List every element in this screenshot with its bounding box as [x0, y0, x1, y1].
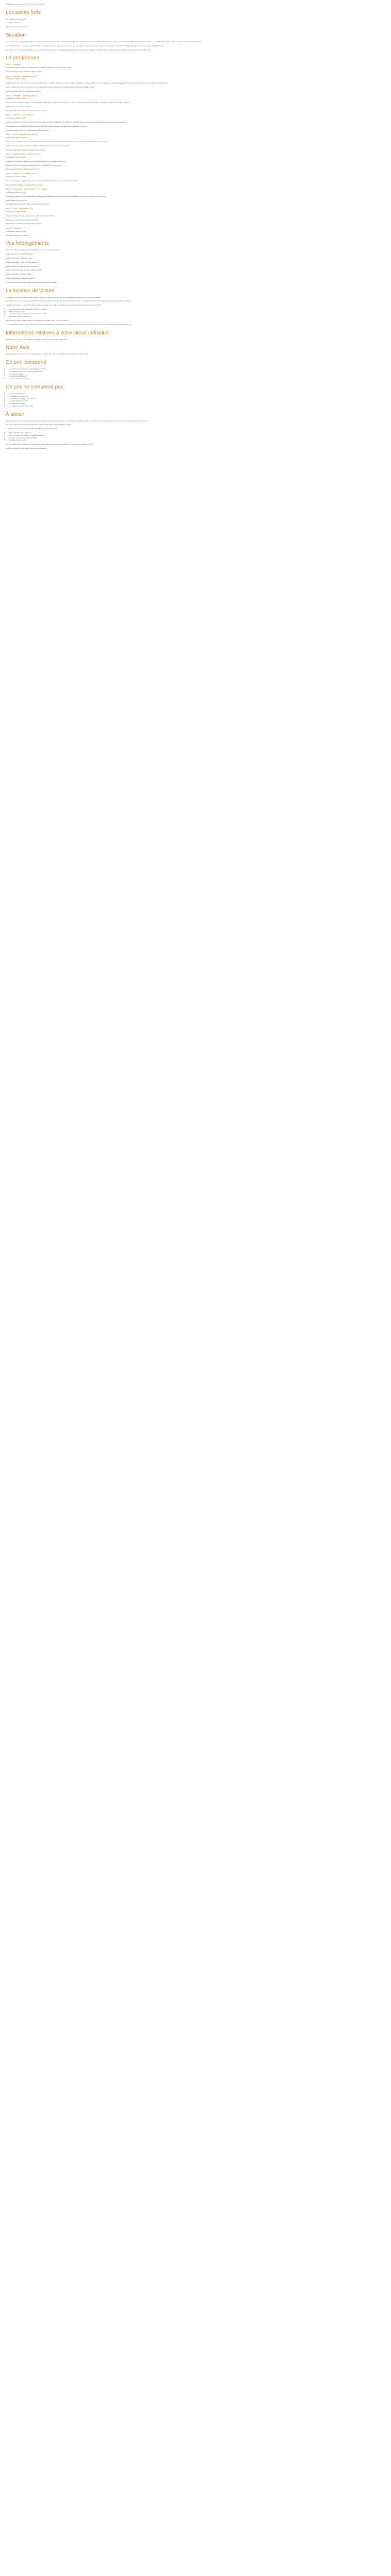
programme-day-text: Nuit au Scandic Karasjok ou similaire dans la région.	[6, 183, 43, 186]
includes-list	[6, 368, 385, 380]
car-paragraph: Conditions de location : permis de conduire depuis au moins 1 an, carte de crédit au nom du conducteur principal, âge minimum 21 ans.	[6, 304, 102, 307]
list-item: • Les taxes et frais de dossier	[9, 378, 385, 380]
list-item: • Carte européenne d'assurance maladie conseillée	[9, 434, 385, 437]
programme-day-title: JOUR 10 – TROMSØ	[6, 227, 21, 230]
programme-day-text: Nuit au Best Western Nordic Hotel ou similaire dans la région.	[6, 129, 50, 131]
situation-paragraph: Lieu vers lequel on est pendant voyages au Nord du soleil de minuit, presque complètement à la pointe nord de la Norvège, où la nature sauvage et les paysages spectaculaires offrent une expérience unique. Les températures sont agréables en été et les journées sont longues.	[6, 40, 202, 43]
programme-day-text: À partir d'ici, vous pourrez profiter du soleil de minuit au Cap Nord (du 14 mai au 31 juillet).	[6, 144, 70, 147]
programme-day-title: JOUR 8 – KARASJOK – KAUTOKEINO – ALTA (355 km)	[6, 188, 47, 191]
accommodation-section	[6, 241, 385, 283]
programme-day-text: Petit déjeuner buffet à l'hôtel.	[6, 156, 26, 159]
car-conditions: Les conditions de location et les assurances de chaque véhicule sont précisées dans le contrat de location remis par le loueur. Nous vous recommandons de les lire attentivement.	[6, 323, 133, 326]
accommodation-intro: Hôtels 3* ou 4* (ou similaire) selon disponibilité au moment de la réservation :	[6, 249, 61, 251]
highlight-line: Expérience du soleil de minuit	[6, 26, 27, 28]
list-item: • L'assistance 24h/24 et 7j/7	[9, 375, 385, 378]
programme-day-title: JOUR 5 – ALTA – HONNINGSVÅG (211 km)	[6, 133, 38, 136]
programme-day-text: Arrivée à Alta en fin de journée, réputée pour ses gravures rupestres classées au patrimoine mondial de l'UNESCO.	[6, 125, 88, 127]
useful-title: Informations relatives à votre circuit individuel	[6, 330, 110, 336]
programme-day-text: Nuit à l'hôtel Thon Polar ou similaire dans la région.	[6, 70, 42, 73]
list-item: • Monnaie : couronne norvégienne (NOK)	[9, 437, 385, 439]
list-item: • Les vols internationaux	[9, 393, 385, 395]
programme-day-text: Route vers Tromsø le long des fjords avec arrêt possible au Storslett.	[6, 214, 55, 217]
programme-day-text: Retour à Alta en fin de journée.	[6, 199, 28, 201]
car-bullets	[6, 308, 385, 318]
programme-day-text: Départ en direction de Finnsnes et de l'île de Senja, deuxième plus grande île de Norvège, réputée pour ses paysages variés.	[6, 86, 95, 89]
useful-line: Conditions en moyenne : ciel nuageux à dégagé, températures douces entre 10 et 20 °C.	[6, 338, 69, 341]
avoid-paragraph: En haute saison, il est recommandé de réserver les hôtels plusieurs mois à l'avance. Les distances sont longues entre les étapes et les routes peuvent être sinueuses, prévoyez suffisamment de temps.	[6, 419, 148, 422]
programme-day-text: Suggestion de visite : le village de pêcheurs de Kamøyvær et le musée du Cap Nord.	[6, 160, 66, 162]
programme-day-text: Suggestion de visite : Découverte de Tromsø, la capitale de l'Arctique, véritable cœur de toutes les expéditions nordiques. Entre mer et montagnes, avec l'île de Kvaløya à l'ouest de la ville, profitez de la vue depuis le téléphérique.	[6, 82, 168, 84]
programme-title: Le programme	[6, 55, 40, 61]
programme-day-text: Nuit au Finnsnes Hotel ou similaire dans la région.	[6, 90, 41, 92]
list-item: • Les visites et activités optionnelles	[9, 405, 385, 408]
situation-section	[6, 32, 385, 51]
accommodation-item: Région de Karasjok : Scandic Karasjok 3*	[6, 277, 36, 279]
highlight-line: Les plages sans foule	[6, 22, 21, 24]
excludes-section	[6, 384, 385, 408]
programme-day-text: Nuit à l'hôtel Thon Polar ou similaire dans la région.	[6, 223, 42, 225]
situation-paragraph: Vous vivrez des moments inoubliables au cœur de la nature arctique, entre les plages de sable blanc et les sommets enneigés, et profiterez de la lumière du soleil de minuit qui éclaire le paysage 24h sur 24.	[6, 48, 152, 51]
programme-day-text: Petit déjeuner buffet à l'hôtel.	[6, 175, 26, 178]
avoid-paragraph: Les rennes sont fréquemment présents sur les routes du Finnmark, soyez vigilants au volant.	[6, 423, 72, 426]
car-paragraph: Cet itinéraire prévoit un minimum de 2 300 km pour votre location de voiture. En cas de réservation tardive, le supplément sur le kilométrage illimité sera facturé à titre sur place.	[6, 300, 131, 302]
includes-title: Ce prix comprend	[6, 360, 46, 366]
highlights-section	[6, 10, 385, 28]
programme-day-text: En fin de journée, retour à Kvaløya.	[6, 105, 31, 108]
programme-day-text: Arrivée à l'aéroport de Tromsø, récupération du véhicule de location et route vers votre hôtel.	[6, 66, 72, 69]
programme-day-text: Nuit à l'hôtel Tromsø Kvaløya ou similaire dans la région.	[6, 109, 46, 112]
list-item: • La location d'une voiture de catégorie B pour 9 jours	[9, 368, 385, 370]
excludes-title: Ce prix ne comprend pas	[6, 384, 63, 391]
accommodation-item: Région de Finnsnes : Finnsnes Hotel 3*	[6, 257, 34, 260]
notre-avis-title: Notre Avis	[6, 345, 29, 351]
car-section	[6, 288, 385, 326]
programme-day-title: JOUR 1 – TROMSØ	[6, 63, 21, 66]
programme-day-text: Petit déjeuner buffet à l'hôtel.	[6, 211, 26, 213]
list-item: • Décalage horaire : aucun	[9, 439, 385, 442]
programme-day-title: JOUR 9 – ALTA – TROMSØ (367 km)	[6, 208, 33, 210]
programme-day-text: Petit déjeuner buffet à l'hôtel.	[6, 117, 26, 120]
programme-day-title: JOUR 4 – KVALØYA – ALTA (395 km)	[6, 114, 34, 116]
programme-day-title: JOUR 6 – HONNINGSVÅG – LAKSELV (211 km)	[6, 153, 41, 156]
includes-section	[6, 360, 385, 380]
car-paragraph: La location de voiture se fait en mode « prise et retour » à l'aéroport de Tromsø chez le partenaire sélectionné lors de votre réservation.	[6, 296, 102, 298]
excludes-list	[6, 393, 385, 408]
programme-day-text: Petit déjeuner buffet à l'hôtel.	[6, 191, 26, 194]
programme-day-title: JOUR 3 – FINNSNES – KVALØYA (230 km)	[6, 94, 38, 97]
list-item: • Pièce d'identité valide obligatoire	[9, 432, 385, 434]
programme-day-text: Transfert à l'aéroport et vol retour.	[6, 234, 30, 236]
avoid-bullets	[6, 432, 385, 442]
accommodation-item: Région de Honningsvåg : Scandic Honningsvåg 3*	[6, 269, 42, 272]
situation-title: Situation	[6, 32, 26, 38]
programme-day-text: Nuit au Best Western Nordic Hotel ou similaire dans la région.	[6, 203, 50, 206]
accommodation-list	[6, 253, 385, 279]
programme-day-text: Petit déjeuner buffet à l'hôtel.	[6, 78, 26, 80]
programme-day-text: Petit déjeuner buffet à l'hôtel.	[6, 97, 26, 100]
accommodation-note: La liste des hôtels est communiquée à titre indicatif et peut être modifiée.	[6, 281, 57, 283]
programme-day-text: Départ vers Karasjok, capitale de la culture sami. Visite du Parlement sami et du centre culturel Sápmi.	[6, 179, 78, 182]
notre-avis-text: Un circuit idéal pour découvrir la Norvège arctique en liberté, entre nature sauvage et rencontres avec la culture sami.	[6, 353, 89, 355]
programme-day-text: Route en direction du nord et du comté du Finnmark avec un arrêt possible dans le village de Lyngseidet. Découvrez les Alpes de Lyngen et leurs sommets spectaculaires.	[6, 121, 126, 124]
avoid-closing: Pour toute question, notre équipe reste à votre disposition.	[6, 447, 47, 449]
highlights-title: Les points forts	[6, 9, 41, 15]
list-item: • Siège enfant en option	[9, 311, 385, 313]
programme-day-text: Petit déjeuner buffet à l'hôtel.	[6, 137, 26, 139]
car-title: La location de voiture	[6, 287, 55, 294]
useful-section	[6, 330, 385, 341]
highlight-line: Les paysages exceptionnels	[6, 18, 26, 20]
page	[0, 0, 391, 464]
breadcrumb: Description à ce qui comprend » Ce prix ne comprend pas	[6, 3, 46, 5]
accommodation-item: Région de Alta : Best Western Nordic Hotel 4*	[6, 265, 38, 267]
notre-avis-section	[6, 345, 385, 355]
list-item: • Assurance incluse : CDW et TP	[9, 315, 385, 318]
avoid-section	[6, 412, 385, 450]
accommodation-item: Région de Kvaløya : Hôtel Tromsø Kvaløya 3*	[6, 261, 39, 263]
programme-day-text: Départ pour le Cap Nord, point le plus septentrional de l'Europe continentale. En chemin, découvrez le plateau de Finnmarksvidda et ses rennes.	[6, 140, 108, 143]
programme-day-title: JOUR 2 – TROMSØ – FINNSNES (151 km)	[6, 75, 37, 77]
programme-day-text: Journée de découverte de Senja, la route touristique nationale qui longe la côte ouest de l'île, avec ses points de vue spectaculaires : Bergsbotn, Tungeneset, Ersfjord, Mefjord.	[6, 101, 130, 104]
list-item: • Le carburant n'est pas inclus dans le prix de la location	[9, 308, 385, 311]
programme-day-text: Nuit au Lakselv Hotel ou similaire dans la région.	[6, 168, 40, 171]
programme-days	[6, 63, 385, 236]
list-item: • Les dépenses personnelles	[9, 400, 385, 402]
accommodation-title: Vos hébergements	[6, 241, 49, 247]
avoid-closing: Les informations de ce programme sont données à titre indicatif et peuvent être modifiées en fonction des conditions locales.	[6, 443, 94, 446]
list-item: • Les assurances voyage	[9, 402, 385, 405]
programme-day-text: Restitution du véhicule de location à l'aéroport.	[6, 218, 39, 221]
list-item: • Le carnet de voyage	[9, 373, 385, 376]
car-after: Dans le cas où vous souhaitez ajouter un deuxième conducteur, merci de nous contacter.	[6, 319, 69, 321]
avoid-paragraph: Le soleil de minuit est visible au Cap Nord du 14 mai au 31 juillet environ.	[6, 428, 58, 430]
list-item: • Le carburant, les péages et les ferries	[9, 398, 385, 400]
programme-day-text: Petit déjeuner buffet à l'hôtel.	[6, 230, 26, 232]
list-item: • Les repas non mentionnés	[9, 395, 385, 398]
situation-paragraph: Les destinations de ce voyage sont situées le long de la côte nord de la Norvège, du cap Nord aux îles Lofoten, en passant par les fjords et les montagnes. Vous découvrirez les villages de pêcheurs, les îles et la culture sami.	[6, 44, 165, 47]
avoid-title: À savoir	[6, 411, 25, 417]
accommodation-item: Région de Lakselv : Lakselv Hotel 3*	[6, 273, 32, 276]
programme-day-text: Traversée du plateau de Finnmarksvidda en direction de Kautokeino, deuxième centre de la culture sami. Découvrez l'atelier d'orfèvrerie Juhls.	[6, 195, 107, 197]
list-item: • Les nuits en hôtels 3* ou 4* avec petit-déjeuner	[9, 370, 385, 373]
accommodation-item: Région de Tromsø : Hôtel Thon Polar 3*	[6, 253, 34, 256]
programme-day-text: Route vers Lakselv, au bout du Porsangerfjord, le plus grand fjord de la région.	[6, 164, 61, 166]
programme-day-title: JOUR 7 – LAKSELV – KARASJOK (74 km)	[6, 173, 38, 175]
list-item: • Les péages et les frais de ferry sont à régler sur place	[9, 313, 385, 315]
programme-section	[6, 55, 385, 236]
programme-day-text: Nuit au Scandic Honningsvåg ou similaire dans la région.	[6, 148, 46, 151]
